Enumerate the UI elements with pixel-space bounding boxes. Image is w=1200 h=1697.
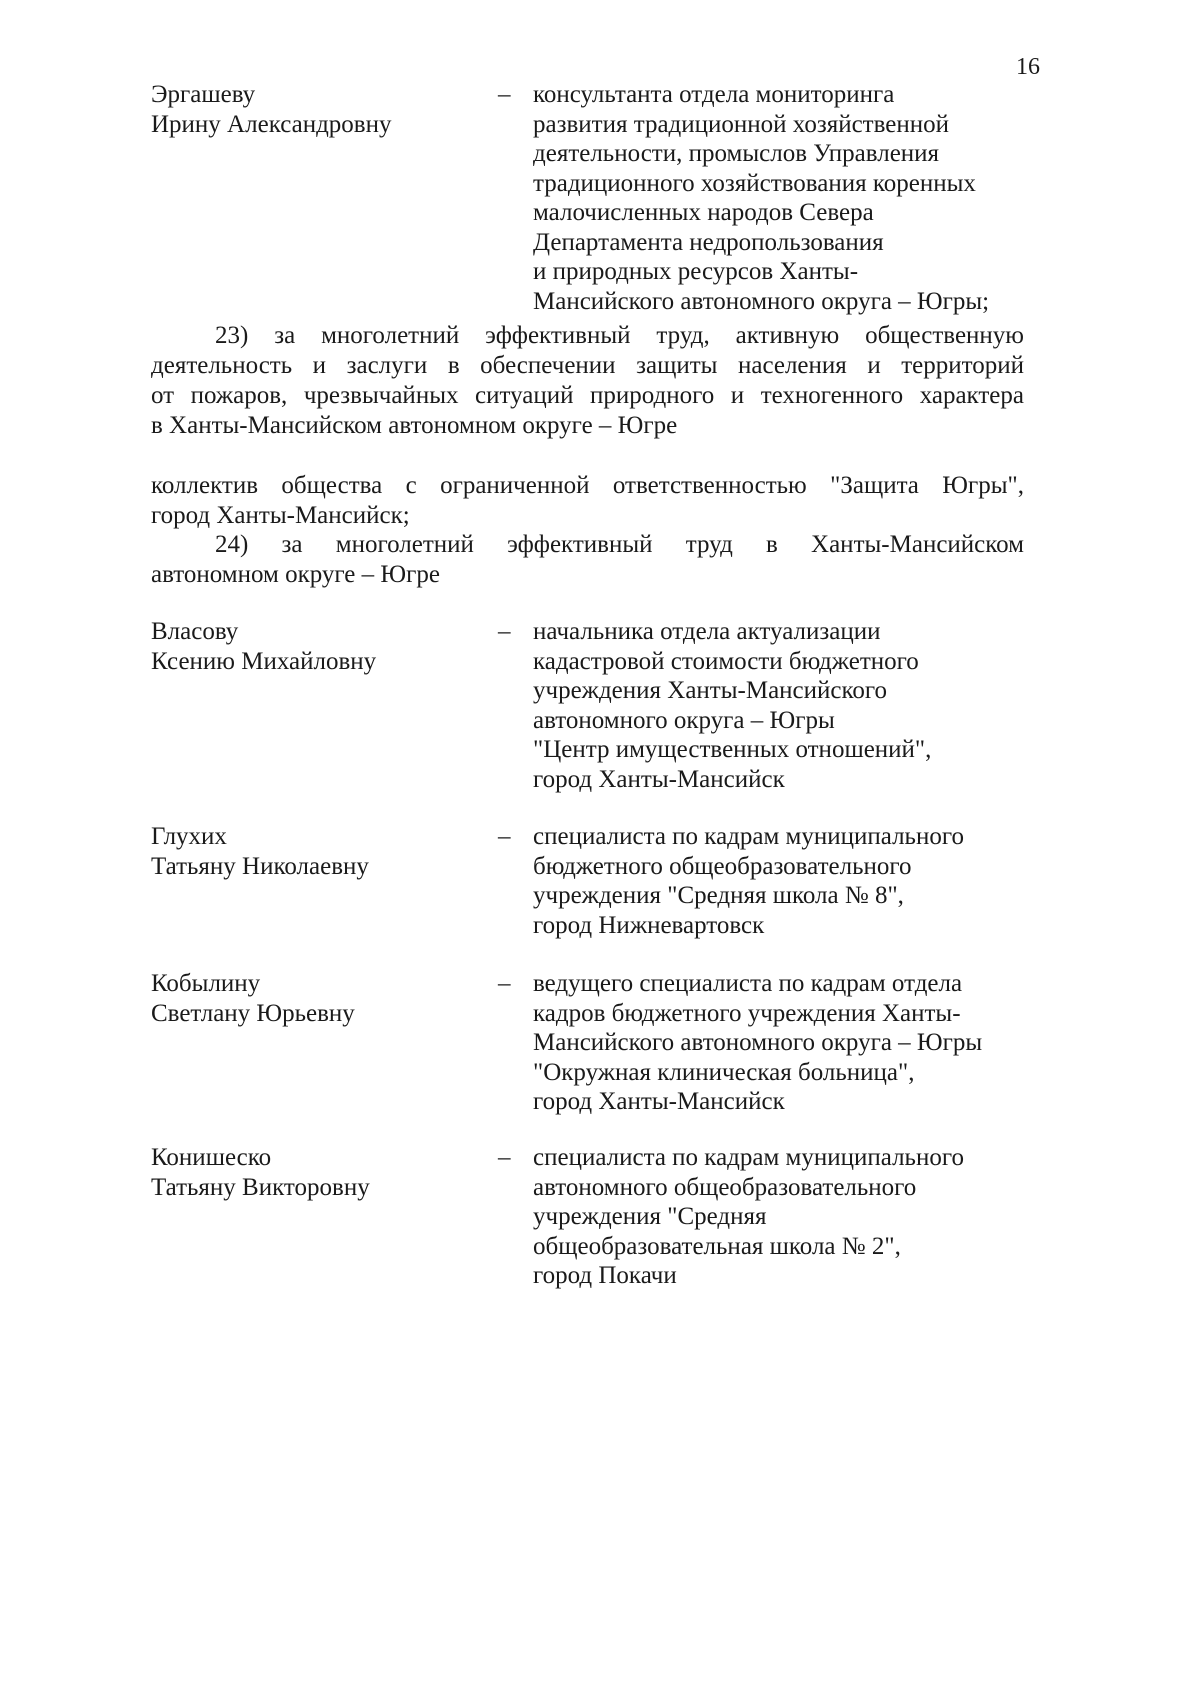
position-line: консультанта отдела мониторинга xyxy=(533,81,895,108)
surname: Конишеско xyxy=(151,1144,272,1171)
paragraph-line: 24) за многолетний эффективный труд в Ханты-Мансийском xyxy=(215,531,1024,558)
recipient-position xyxy=(533,822,1033,940)
given-names: Татьяну Викторовну xyxy=(151,1174,370,1201)
dash: – xyxy=(498,618,511,645)
position-line: кадров бюджетного учреждения Ханты- xyxy=(533,999,961,1027)
paragraph-line: от пожаров, чрезвычайных ситуаций природного и техногенного характера xyxy=(151,382,1024,409)
position-line: город Покачи xyxy=(533,1262,677,1289)
surname: Эргашеву xyxy=(151,81,256,108)
recipient-name xyxy=(151,822,471,882)
paragraph-line: автономном округе – Югре xyxy=(151,561,440,588)
surname: Кобылину xyxy=(151,970,261,997)
position-line: "Центр имущественных отношений", xyxy=(533,736,932,763)
position-line: автономного общеобразовательного xyxy=(533,1173,917,1201)
position-line: специалиста по кадрам муниципального xyxy=(533,823,964,850)
recipient-name xyxy=(151,969,471,1029)
given-names: Ирину Александровну xyxy=(151,111,392,138)
collective-paragraph xyxy=(151,471,1024,531)
paragraph-line: деятельность и заслуги в обеспечении защиты населения и территорий xyxy=(151,352,1024,379)
position-line: и природных ресурсов Ханты- xyxy=(533,258,859,285)
position-line: город Нижневартовск xyxy=(533,911,765,939)
recipient-position xyxy=(533,969,1033,1117)
recipient-name xyxy=(151,617,471,677)
position-line: учреждения "Средняя школа № 8", xyxy=(533,882,904,909)
paragraph-line: город Ханты-Мансийск; xyxy=(151,502,410,529)
recipient-position xyxy=(533,617,1033,794)
dash: – xyxy=(498,970,511,997)
recipient-position xyxy=(533,80,1033,316)
position-line: малочисленных народов Севера xyxy=(533,199,874,226)
position-line: общеобразовательная школа № 2", xyxy=(533,1232,901,1260)
given-names: Ксению Михайловну xyxy=(151,648,377,675)
paragraph-line: в Ханты-Мансийском автономном округе – Югре xyxy=(151,412,678,439)
item-24-paragraph xyxy=(151,530,1024,590)
position-line: город Ханты-Мансийск xyxy=(533,1088,785,1115)
given-names: Татьяну Николаевну xyxy=(151,853,369,880)
position-line: деятельности, промыслов Управления xyxy=(533,140,940,167)
recipient-name xyxy=(151,80,471,140)
position-line: начальника отдела актуализации xyxy=(533,618,881,645)
position-line: учреждения Ханты-Мансийского xyxy=(533,677,888,704)
position-line: развития традиционной хозяйственной xyxy=(533,110,949,138)
surname: Глухих xyxy=(151,823,227,850)
dash: – xyxy=(498,81,511,108)
dash: – xyxy=(498,823,511,850)
page-number: 16 xyxy=(1016,54,1040,80)
position-line: автономного округа – Югры xyxy=(533,706,835,734)
dash: – xyxy=(498,1144,511,1171)
paragraph-line: 23) за многолетний эффективный труд, активную общественную xyxy=(215,322,1024,349)
position-line: традиционного хозяйствования коренных xyxy=(533,169,976,197)
position-line: ведущего специалиста по кадрам отдела xyxy=(533,970,963,997)
given-names: Светлану Юрьевну xyxy=(151,1000,355,1027)
recipient-position xyxy=(533,1143,1033,1291)
item-23-paragraph xyxy=(151,321,1024,441)
position-line: кадастровой стоимости бюджетного xyxy=(533,647,919,675)
position-line: "Окружная клиническая больница", xyxy=(533,1058,915,1086)
surname: Власову xyxy=(151,618,239,645)
recipient-name xyxy=(151,1143,471,1203)
paragraph-line: коллектив общества с ограниченной ответственностью "Защита Югры", xyxy=(151,472,1024,499)
position-line: город Ханты-Мансийск xyxy=(533,765,785,793)
position-line: бюджетного общеобразовательного xyxy=(533,852,912,880)
position-line: Департамента недропользования xyxy=(533,228,884,256)
position-line: учреждения "Средняя xyxy=(533,1203,767,1230)
position-line: специалиста по кадрам муниципального xyxy=(533,1144,964,1171)
position-line: Мансийского автономного округа – Югры; xyxy=(533,287,990,315)
position-line: Мансийского автономного округа – Югры xyxy=(533,1029,983,1056)
